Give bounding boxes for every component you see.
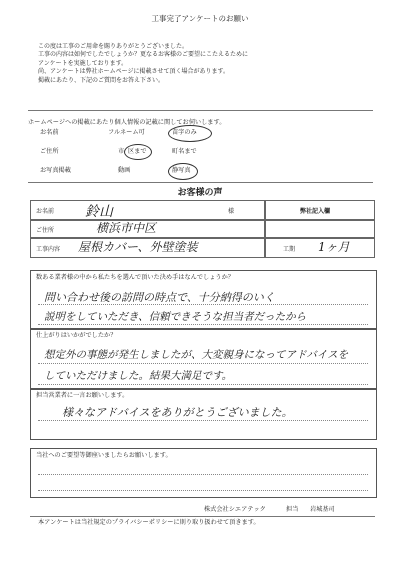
page-title: 工事完了アンケートのお願い (151, 14, 249, 23)
answer-text: していただけました。結果大満足です。 (44, 370, 233, 382)
work-value: 屋根カバー、外壁塗装 (78, 240, 198, 254)
option-surname-only[interactable]: 苗字のみ (172, 129, 197, 136)
company-name: 株式会社シエアテック (204, 506, 266, 513)
option-still-photo[interactable]: 静写真 (172, 167, 191, 174)
question-text: 当社へのご要望等御座いましたらお願いします。 (36, 452, 172, 459)
answer-text: 問い合わせ後の訪問の時点で、十分納得のいく (44, 291, 275, 304)
intro-line: 掲載にあたり、下記のご質問をお答え下さい。 (38, 76, 165, 84)
period-value: 1ヶ月 (318, 240, 350, 254)
consent-label-address: ご住所 (40, 148, 59, 155)
answer-line (38, 384, 368, 385)
question-text: 担当営業者に一言お願いします。 (36, 392, 129, 399)
selected-circle (168, 125, 212, 142)
option-video[interactable]: 動画 (118, 167, 131, 174)
answer-line (38, 363, 368, 364)
consent-heading: ホームページへの掲載にあたり個人情報の記載に関してお伺いします。 (28, 119, 226, 126)
consent-label-photo: お写真掲載 (40, 167, 71, 174)
intro-text (38, 43, 248, 85)
answer-line (38, 474, 368, 475)
option-fullname[interactable]: フルネーム可 (108, 129, 145, 136)
voice-title: お客様の声 (177, 188, 223, 198)
name-label: お名前 (36, 208, 55, 215)
intro-line: アンケートを実施しております。 (38, 59, 128, 67)
selected-circle (168, 163, 198, 180)
address-label: ご住所 (36, 227, 55, 234)
option-ward[interactable]: 区まで (128, 148, 147, 155)
address-value: 横浜市中区 (96, 221, 157, 235)
intro-line: 工事の内容は如何でしたでしょうか？更なるお客様のご要望にこたえるために (38, 51, 249, 59)
period-label: 工期 (283, 246, 296, 253)
office-cell (265, 220, 375, 238)
consent-label-name: お名前 (40, 129, 59, 136)
staff-label: 担当 (286, 506, 299, 513)
work-label: 工事内容 (36, 246, 61, 253)
answer-text: 想定外の事態が発生しましたが、大変親身になってアドバイスを (44, 349, 349, 361)
answer-text: 様々なアドバイスをありがとうございました。 (62, 406, 293, 419)
divider (28, 110, 373, 111)
name-suffix: 様 (228, 208, 235, 215)
answer-text: 説明をしていただき、信頼できそうな担当者だったから (44, 311, 307, 323)
privacy-note: 本アンケートは当社規定のプライバシーポリシーに則り取り扱わせて頂きます。 (38, 519, 260, 526)
question-text: 数ある業者様の中から私たちを選んで頂いた決め手はなんでしょうか？ (36, 274, 234, 281)
office-label: 弊社記入欄 (300, 208, 331, 215)
intro-line: 尚、アンケートは弊社ホームページに掲載させて頂く場合があります。 (38, 68, 230, 76)
option-city[interactable]: 市 (118, 148, 125, 155)
answer-line (38, 324, 368, 325)
name-value: 鈴山 (85, 204, 113, 220)
option-town[interactable]: 町名まで (172, 148, 197, 155)
answer-line (38, 420, 368, 421)
divider (28, 182, 373, 183)
divider (30, 516, 375, 517)
answer-line (38, 490, 368, 491)
selected-circle (124, 144, 152, 160)
intro-line: この度は工事のご用命を賜りありがとうございました。 (38, 43, 189, 50)
question-text: 仕上がりはいかがでしたか？ (36, 332, 117, 339)
staff-name: 岩城基司 (310, 506, 335, 513)
